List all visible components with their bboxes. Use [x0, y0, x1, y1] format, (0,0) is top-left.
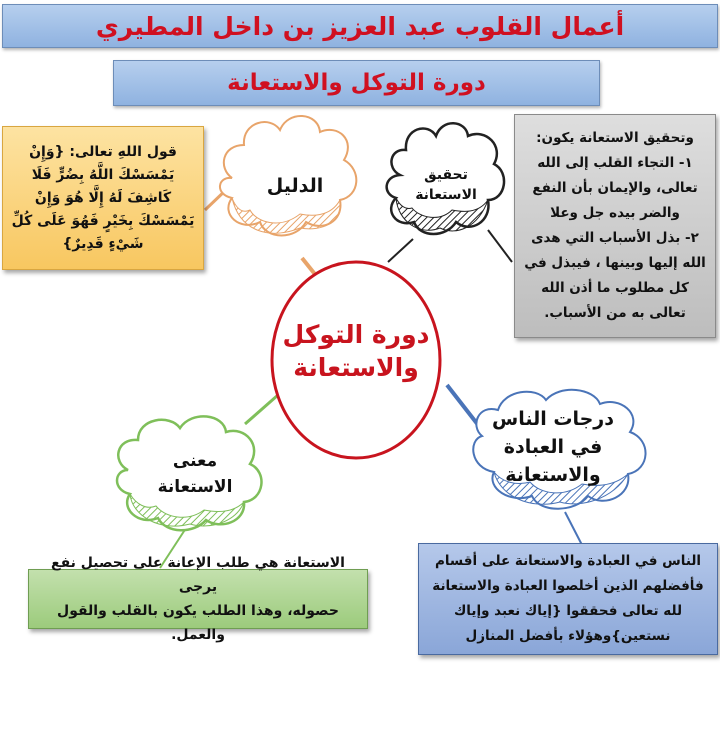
realization-cloud-label: تحقيق الاستعانة	[415, 167, 477, 203]
evidence-box	[2, 126, 204, 270]
center-label-line1: دورة التوكل	[282, 320, 430, 349]
meaning-cloud-label: معنى الاستعانة	[157, 451, 233, 497]
degrees-box: الناس في العبادة والاستعانة على أقسام فأفضلهم الذين أخلصوا العبادة والاستعانة لله تعالى فحققوا {إياك نعبد وإياك نستعين}وهؤلاء بأفضل المنازل	[418, 543, 718, 655]
evidence-text: قول اللهِ تعالى: {وَإِنْ يَمْسَسْكَ اللَّهُ بِضُرٍّ فَلَا كَاشِفَ لَهُ إِلَّا هُوَ وَإِنْ يَمْسَسْكَ بِخَيْرٍ فَهُوَ عَلَى كُلِّ شَيْءٍ قَدِيرٌ}	[11, 143, 195, 252]
page-subtitle: دورة التوكل والاستعانة	[227, 70, 486, 96]
evidence-cloud-label: الدليل	[266, 175, 324, 197]
page-title: أعمال القلوب عبد العزيز بن داخل المطيري	[95, 11, 625, 41]
center-label	[272, 318, 440, 384]
connector-realization	[388, 230, 512, 262]
page-title-banner	[2, 4, 718, 48]
realization-box: وتحقيق الاستعانة يكون: ١- التجاء القلب إلى الله تعالى، والإيمان بأن النفع والضر بيده جل وعلا ٢- بذل الأسباب التي هدى الله إليها وبينها ، فيبذل في كل مطلوب ما أذن الله تعالى به من الأسباب.	[514, 114, 716, 338]
subtitle-banner	[113, 60, 600, 106]
meaning-box: الاستعانة هي طلب الإعانة على تحصيل نفع يرجى حصوله، وهذا الطلب يكون بالقلب والقول والعمل.	[28, 569, 368, 629]
center-label-line2: والاستعانة	[293, 353, 419, 382]
degrees-cloud-label: درجات الناس في العبادة والاستعانة	[492, 408, 614, 486]
